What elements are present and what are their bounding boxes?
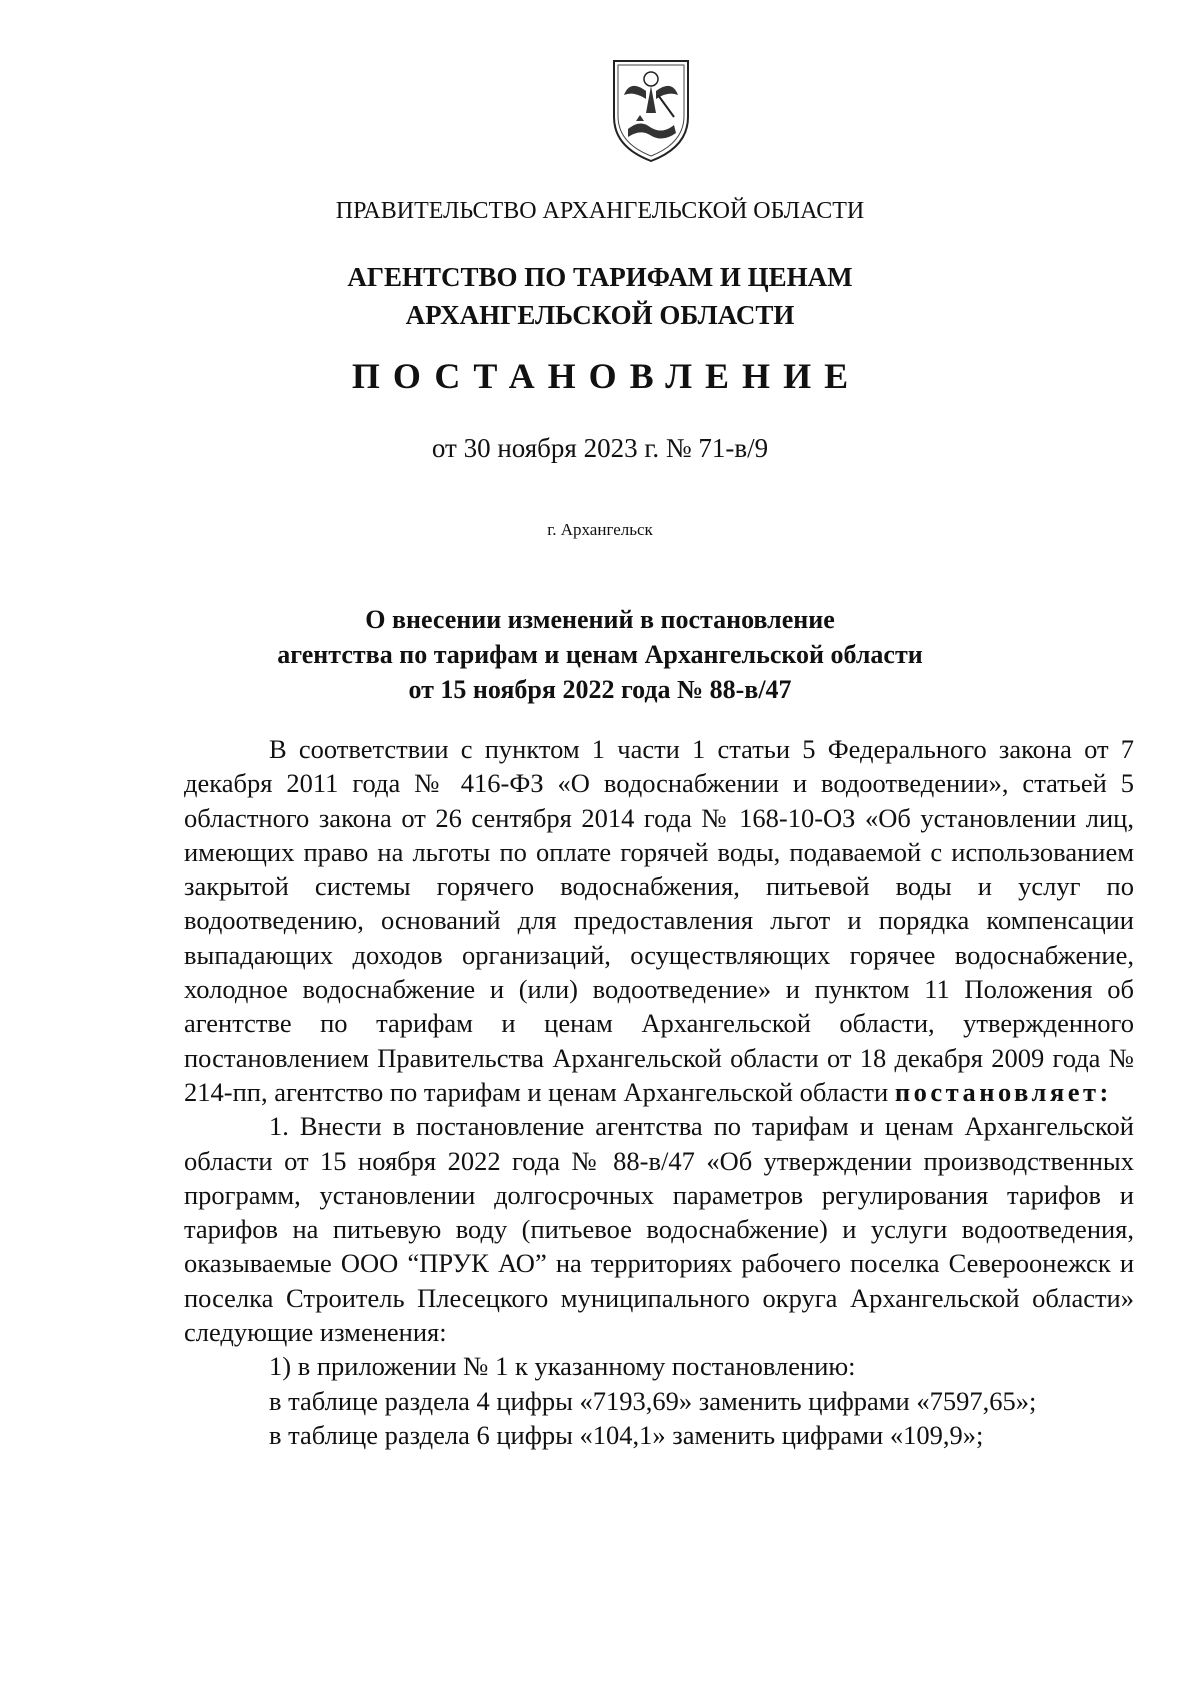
- decree-body: [184, 732, 1134, 1452]
- agency-name-line2: АРХАНГЕЛЬСКОЙ ОБЛАСТИ: [405, 300, 795, 330]
- subitem-1-change-a: в таблице раздела 4 цифры «7193,69» заменить цифрами «7597,65»;: [269, 1385, 1037, 1416]
- document-type-title: ПОСТАНОВЛЕНИЕ: [351, 356, 862, 396]
- agency-name: [0, 258, 1200, 334]
- decree-date-number: от 30 ноября 2023 г. № 71-в/9: [431, 433, 769, 463]
- subject-line1: О внесении изменений в постановление: [365, 605, 835, 634]
- decree-subject: [0, 602, 1200, 707]
- agency-name-line1: АГЕНТСТВО ПО ТАРИФАМ И ЦЕНАМ: [347, 262, 853, 292]
- subitem-1-change-b: в таблице раздела 6 цифры «104,1» заменить цифрами «109,9»;: [269, 1419, 984, 1450]
- resolves-word: постановляет:: [894, 1076, 1112, 1107]
- subject-line2: агентства по тарифам и ценам Архангельской области: [277, 640, 923, 669]
- preamble-paragraph: [184, 732, 1134, 1109]
- subject-line3: от 15 ноября 2022 года № 88-в/47: [408, 675, 792, 704]
- item-1-paragraph: 1. Внести в постановление агентства по тарифам и ценам Архангельской области от 15 ноября 2022 года № 88-в/47 «Об утверждении производственных программ, установлении долгосрочных параметров регулирования тарифов и тарифов на питьевую воду (питьевое водоснабжение) и услуги водоотведения, оказываемые ООО “ПРУК АО” на территориях рабочего поселка Североонежск и поселка Строитель Плесецкого муниципального округа Архангельской области» следующие изменения:: [184, 1111, 1134, 1348]
- preamble-text: В соответствии с пунктом 1 части 1 статьи 5 Федерального закона от 7 декабря 2011 года № 416-ФЗ «О водоснабжении и водоотведении», статьей 5 областного закона от 26 сентября 2014 года № 168-10-ОЗ «Об установлении лиц, имеющих право на льготы по оплате горячей воды, подаваемой с использованием закрытой системы горячего водоснабжения, питьевой воды и услуг по водоотведению, оснований для предоставления льгот и порядка компенсации выпадающих доходов организаций, осуществляющих горячее водоснабжение, холодное водоснабжение и (или) водоотведение» и пунктом 11 Положения об агентстве по тарифам и ценам Архангельской области, утвержденного постановлением Правительства Архангельской области от 18 декабря 2009 года № 214-пп, агентство по тарифам и ценам Архангельской области: [184, 734, 1134, 1107]
- subitem-1: 1) в приложении № 1 к указанному постановлению:: [269, 1351, 856, 1382]
- government-name: ПРАВИТЕЛЬСТВО АРХАНГЕЛЬСКОЙ ОБЛАСТИ: [335, 198, 865, 224]
- city-name: г. Архангельск: [547, 520, 653, 539]
- coat-of-arms-emblem: [606, 55, 696, 165]
